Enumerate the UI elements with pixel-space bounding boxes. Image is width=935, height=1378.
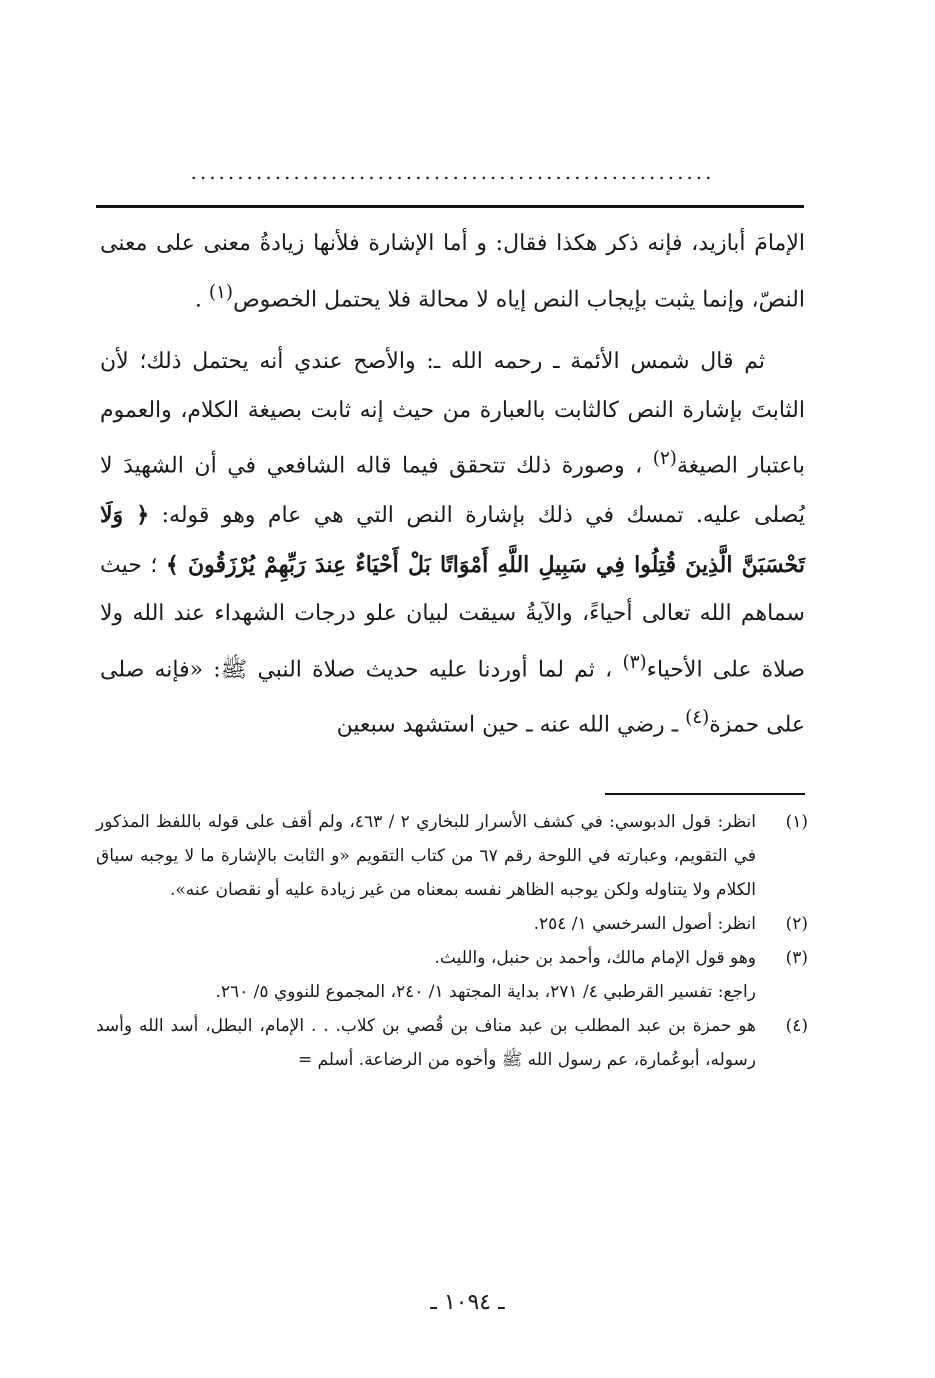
page-number: ـ ١٠٩٤ ـ	[430, 1290, 505, 1315]
main-text	[100, 220, 805, 750]
paragraph-1	[100, 220, 805, 324]
footnote-text: راجع: تفسير القرطبي ٤/ ٢٧١، بداية المجتهد ١/ ٢٤٠، المجموع للنووي ٥/ ٢٦٠.	[215, 982, 756, 1002]
footnote-number: (٣)	[785, 948, 808, 968]
footnote-number: (١)	[785, 812, 808, 832]
footnote-text: انظر: أصول السرخسي ١/ ٢٥٤.	[533, 914, 756, 934]
footnote-ref-4: (٤)	[685, 707, 710, 729]
paragraph-2-part-b: ، وصورة ذلك تتحقق فيما قاله الشافعي في أن الشهيدَ لا يُصلى عليه. تمسك في ذلك بإشارة النص التي هي عام وهو قوله:	[100, 453, 805, 529]
footnote-3	[96, 941, 808, 975]
paragraph-2-part-c: ؛ حيث سماهم الله تعالى أحياءً، والآيةُ سيقت لبيان علو درجات الشهداء عند الله ولا صلاة على الأحياء	[100, 552, 806, 682]
footnote-text: وهو قول الإمام مالك، وأحمد بن حنبل، والليث.	[434, 948, 756, 968]
footnote-ref-1: (١)	[208, 281, 234, 303]
paragraph-1-text: الإمامَ أبازيد، فإنه ذكر هكذا فقال: و أما الإشارة فلأنها زيادةُ معنى على معنى النصّ، وإنما يثبت بإيجاب النص إياه لا محالة فلا يحتمل الخصوص	[100, 231, 805, 312]
paragraph-2-part-a: ثم قال شمس الأئمة ـ رحمه الله ـ: والأصح عندي أنه يحتمل ذلك؛ لأن الثابتَ بإشارة النص كالثابت بالعبارة من حيث إنه ثابت بصيغة الكلام، والعموم باعتبار الصيغة	[100, 349, 805, 479]
paragraph-1-end: .	[194, 286, 202, 312]
footnote-2	[96, 907, 808, 941]
footnote-number: (٢)	[785, 914, 808, 934]
footnote-text: انظر: قول الدبوسي: في كشف الأسرار للبخاري ٢ / ٤٦٣، ولم أقف على قوله باللفظ المذكور في التقويم، وعبارته في اللوحة رقم ٦٧ من كتاب التقويم «و الثابت بالإشارة ما لا يوجبه سياق الكلام ولا يتناوله ولكن يوجبه الظاهر نفسه بمعناه من غير زيادة عليه أو نقصان عنه».	[96, 812, 756, 900]
paragraph-2	[100, 338, 805, 750]
footnote-1	[96, 805, 808, 907]
paragraph-2-part-d: ، ثم لما أوردنا عليه حديث صلاة النبي ﷺ: «فإنه صلى على حمزة	[100, 656, 805, 738]
footnote-text: هو حمزة بن عبد المطلب بن عبد مناف بن قُصي بن كلاب. . . الإمام، البطل، أسد الله وأسد رسوله، أبوعُمارة، عم رسول الله ﷺ وأخوه من الرضاعة. أسلم =	[96, 1016, 756, 1070]
footnote-separator	[605, 793, 805, 795]
footnotes	[96, 805, 808, 1077]
footnote-4	[96, 1009, 808, 1077]
footnote-3-continuation	[96, 975, 808, 1009]
footnote-number: (٤)	[785, 1016, 808, 1036]
footnote-ref-2: (٢)	[652, 448, 677, 470]
footnote-ref-3: (٣)	[622, 651, 647, 673]
top-rule	[96, 205, 804, 208]
header-dotted-line: ........................................................	[190, 160, 715, 184]
quran-verse: ﴿ وَلَا تَحْسَبَنَّ الَّذِينَ قُتِلُوا فِي سَبِيلِ اللَّهِ أَمْوَاتًا بَلْ أَحْيَاءٌ عِندَ رَبِّهِمْ يُرْزَقُونَ ﴾	[100, 502, 805, 578]
paragraph-2-part-e: ـ رضي الله عنه ـ حين استشهد سبعين	[336, 712, 679, 738]
